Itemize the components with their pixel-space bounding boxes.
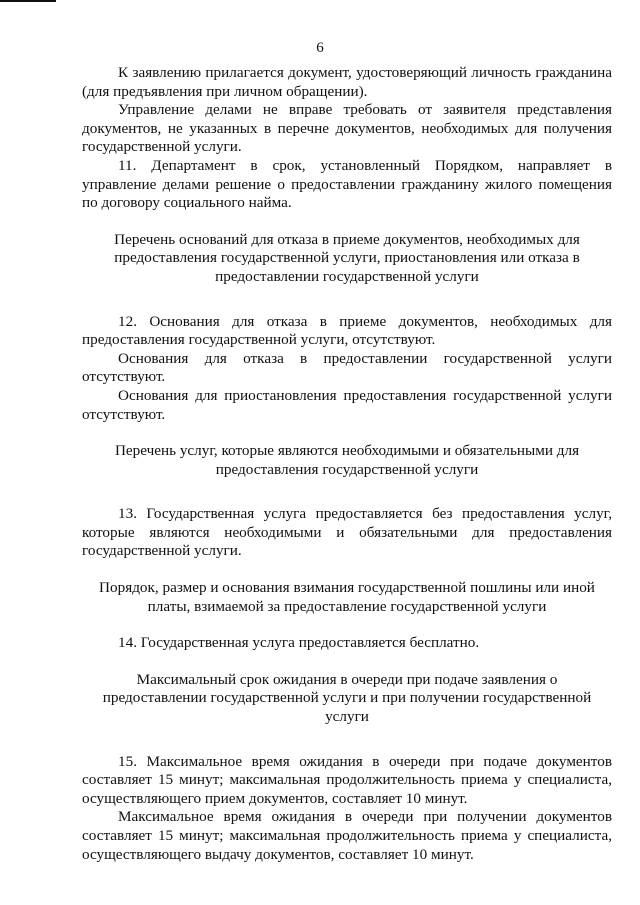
- spacer: [82, 213, 612, 231]
- spacer: [82, 616, 612, 634]
- paragraph-suspension: Основания для приостановления предоставления государственной услуги отсутствуют.: [82, 386, 612, 423]
- section-heading-required-services: Перечень услуг, которые являются необходимыми и обязательными для предоставления государственной услуги: [114, 442, 580, 478]
- paragraph-no-extra-documents: Управление делами не вправе требовать от заявителя представления документов, не указанных в перечне документов, необходимых для получения государственной услуги.: [82, 101, 612, 156]
- paragraph-refusal-provision: Основания для отказа в предоставлении государственной услуги отсутствуют.: [82, 349, 612, 386]
- spacer: [82, 727, 612, 753]
- paragraph-item-12: 12. Основания для отказа в приеме документов, необходимых для предоставления государственной услуги, отсутствуют.: [82, 312, 612, 349]
- spacer: [82, 479, 612, 505]
- paragraph-issue-waiting: Максимальное время ожидания в очереди при получении документов составляет 15 минут; максимальная продолжительность приема у специалиста, осуществляющего выдачу документов, составляет 10 минут.: [82, 808, 612, 863]
- section-heading-waiting-time: Максимальный срок ожидания в очереди при подаче заявления о предоставлении государственной услуги и при получении государственной услуги: [102, 670, 592, 726]
- section-heading-refusal-grounds: Перечень оснований для отказа в приеме документов, необходимых для предоставления государственной услуги, приостановления или отказа в предоставлении государственной услуги: [114, 230, 580, 285]
- paragraph-attachment: К заявлению прилагается документ, удостоверяющий личность гражданина (для предъявления при личном обращении).: [82, 64, 612, 100]
- spacer: [82, 653, 612, 671]
- document-body: [82, 64, 612, 864]
- section-heading-fees: Порядок, размер и основания взимания государственной пошлины или иной платы, взимаемой за предоставление государственной услуги: [99, 579, 595, 615]
- paragraph-item-14: 14. Государственная услуга предоставляется бесплатно.: [118, 634, 480, 652]
- paragraph-item-15: 15. Максимальное время ожидания в очереди при подаче документов составляет 15 минут; максимальная продолжительность приема у специалиста, осуществляющего прием документов, составляет 10 минут.: [82, 752, 612, 807]
- spacer: [82, 561, 612, 579]
- paragraph-item-11: 11. Департамент в срок, установленный Порядком, направляет в управление делами решение о предоставлении гражданину жилого помещения по договору социального найма.: [82, 156, 612, 212]
- spacer: [82, 424, 612, 442]
- page-number: 6: [316, 40, 324, 56]
- spacer: [82, 287, 612, 313]
- page-corner-mark: [0, 0, 56, 2]
- paragraph-item-13: 13. Государственная услуга предоставляется без предоставления услуг, которые являются необходимыми и обязательными для предоставления государственной услуги.: [82, 505, 612, 560]
